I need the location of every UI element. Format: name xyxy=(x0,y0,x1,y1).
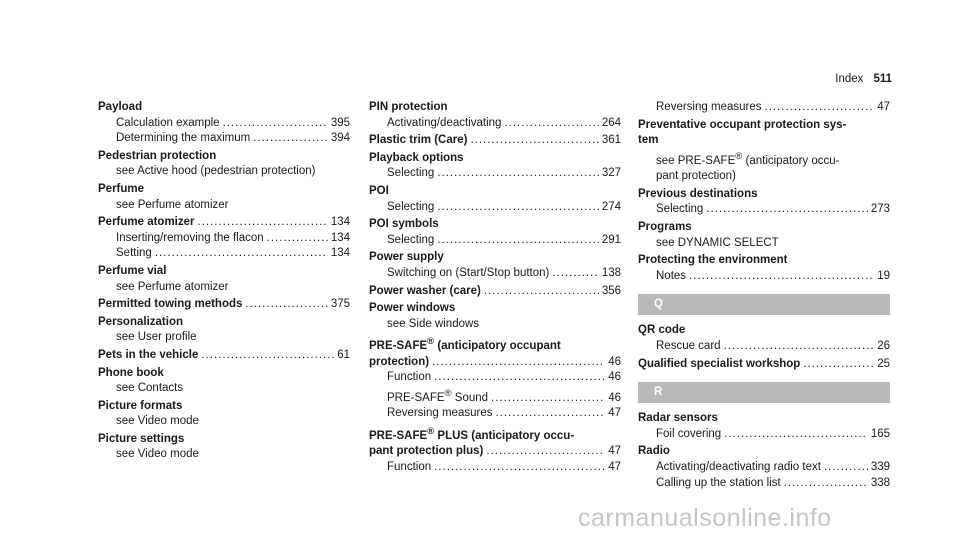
index-term-row[interactable] xyxy=(98,215,350,231)
index-subentry[interactable]: Selecting ..... 327 xyxy=(369,166,621,182)
index-term: Programs xyxy=(638,220,692,233)
index-subentry[interactable]: Foil covering ..... 165 xyxy=(638,427,890,443)
index-column-1 xyxy=(98,100,350,465)
index-term: Picture settings xyxy=(98,432,185,445)
index-entry xyxy=(638,357,890,373)
index-term-row[interactable] xyxy=(638,357,890,373)
page-ref: 394 xyxy=(330,132,350,145)
page-ref: 291 xyxy=(601,233,621,246)
index-entry xyxy=(369,184,621,215)
index-entry xyxy=(638,411,890,442)
index-entry xyxy=(98,297,350,313)
index-term: Perfume xyxy=(98,182,145,195)
index-entry xyxy=(369,424,621,476)
index-term-row[interactable] xyxy=(369,133,621,149)
see-reference[interactable]: see Perfume atomizer xyxy=(116,280,229,293)
index-entry xyxy=(638,220,890,251)
index-subentry[interactable]: Function ..... 46 xyxy=(369,370,621,386)
index-entry xyxy=(98,215,350,262)
see-reference[interactable]: see PRE-SAFE® (anticipatory occu- xyxy=(656,150,840,167)
index-term: Picture formats xyxy=(98,399,183,412)
index-term: Power windows xyxy=(369,302,456,315)
page-ref: 134 xyxy=(330,231,350,244)
index-entry xyxy=(638,444,890,491)
index-subentry[interactable]: Selecting ..... 274 xyxy=(369,200,621,216)
index-term: Qualified specialist workshop xyxy=(638,357,801,370)
index-entry xyxy=(369,284,621,300)
page-ref: 264 xyxy=(601,116,621,129)
index-term-row[interactable] xyxy=(369,444,621,460)
page-ref: 47 xyxy=(608,445,621,458)
index-entry xyxy=(98,100,350,147)
index-entry xyxy=(98,264,350,295)
page-ref: 375 xyxy=(330,298,350,311)
index-entry xyxy=(98,366,350,397)
index-entry xyxy=(369,301,621,332)
index-entry xyxy=(638,118,890,185)
see-reference[interactable]: see Video mode xyxy=(116,415,199,428)
index-term: Pedestrian protection xyxy=(98,149,217,162)
see-reference[interactable]: see Video mode xyxy=(116,448,199,461)
page-header xyxy=(835,73,892,85)
index-subentry[interactable]: Selecting ..... 291 xyxy=(369,233,621,249)
index-term-row[interactable] xyxy=(98,297,350,313)
page-ref: 46 xyxy=(608,391,621,404)
see-reference[interactable]: see Perfume atomizer xyxy=(116,198,229,211)
index-subentry[interactable]: Reversing measures ..... 47 xyxy=(638,100,890,116)
index-entry xyxy=(98,182,350,213)
index-subentry[interactable]: Activating/deactivating ..... 264 xyxy=(369,116,621,132)
page-ref: 26 xyxy=(877,339,890,352)
index-term: Perfume atomizer xyxy=(98,216,195,229)
index-subentry[interactable]: Function ..... 47 xyxy=(369,460,621,476)
index-entry xyxy=(98,399,350,430)
watermark-logo: carmanualsonline.info xyxy=(578,504,832,532)
page-ref: 165 xyxy=(870,427,890,440)
index-subentry[interactable]: Activating/deactivating radio text ..... 339 xyxy=(638,460,890,476)
index-term: QR code xyxy=(638,324,686,337)
page-ref: 138 xyxy=(601,266,621,279)
see-reference[interactable]: see User profile xyxy=(116,331,197,344)
page-number: 511 xyxy=(873,73,892,85)
page-ref: 274 xyxy=(601,200,621,213)
index-subentry[interactable]: Notes ..... 19 xyxy=(638,269,890,285)
index-term: Playback options xyxy=(369,151,464,164)
index-subentry[interactable]: Reversing measures ..... 47 xyxy=(369,406,621,422)
page-ref: 134 xyxy=(330,216,350,229)
index-entry xyxy=(638,100,890,116)
index-term: Radio xyxy=(638,445,670,458)
page-ref: 47 xyxy=(608,460,621,473)
index-term: Payload xyxy=(98,101,143,113)
index-subentry[interactable]: Setting ..... 134 xyxy=(98,246,350,262)
index-term: Phone book xyxy=(98,366,164,379)
index-column-3 xyxy=(638,100,890,493)
registered-mark: ® xyxy=(427,336,435,348)
see-reference[interactable]: see DYNAMIC SELECT xyxy=(656,236,779,249)
see-reference[interactable]: see Active hood (pedestrian protection) xyxy=(116,165,316,178)
page-ref: 134 xyxy=(330,247,350,260)
index-subentry[interactable]: Inserting/removing the flacon ..... 134 xyxy=(98,231,350,247)
index-term: protection) xyxy=(369,355,430,368)
index-term-row[interactable] xyxy=(369,284,621,300)
page-ref: 338 xyxy=(870,476,890,489)
see-reference-cont[interactable]: pant protection) xyxy=(656,170,736,183)
index-entry xyxy=(369,217,621,248)
index-subentry[interactable]: Determining the maximum ..... 394 xyxy=(98,131,350,147)
page-ref: 61 xyxy=(337,348,350,361)
page-ref: 273 xyxy=(870,203,890,216)
index-term: Radar sensors xyxy=(638,412,718,425)
see-reference[interactable]: see Contacts xyxy=(116,382,184,395)
index-term: PRE-SAFE® (anticipatory occupant xyxy=(369,336,561,353)
index-term: Plastic trim (Care) xyxy=(369,134,468,147)
index-term: Permitted towing methods xyxy=(98,298,243,311)
index-subentry[interactable]: Calculation example ..... 395 xyxy=(98,116,350,132)
page-ref: 47 xyxy=(608,407,621,420)
page-ref: 327 xyxy=(601,167,621,180)
index-term: Personalization xyxy=(98,315,183,328)
page-ref: 25 xyxy=(877,357,890,370)
index-term: Preventative occupant protection sys- xyxy=(638,118,847,131)
index-entry xyxy=(98,149,350,180)
index-term: Power supply xyxy=(369,251,444,264)
section-header-q: Q xyxy=(638,294,890,315)
page-ref: 46 xyxy=(608,371,621,384)
page-ref: 356 xyxy=(601,284,621,297)
index-entry xyxy=(369,133,621,149)
section-header-r: R xyxy=(638,382,890,403)
index-term: Perfume vial xyxy=(98,264,167,277)
index-entry xyxy=(369,334,621,422)
index-term: Protecting the environment xyxy=(638,254,788,267)
page-ref: 339 xyxy=(870,460,890,473)
index-term-row[interactable] xyxy=(369,355,621,371)
index-term: PRE-SAFE® PLUS (anticipatory occu- xyxy=(369,425,575,442)
page-ref: 47 xyxy=(877,101,890,113)
index-term: Previous destinations xyxy=(638,187,758,200)
index-column-2 xyxy=(369,100,621,478)
page-ref: 361 xyxy=(601,134,621,147)
header-title: Index xyxy=(835,73,864,85)
index-entry xyxy=(638,323,890,354)
registered-mark: ® xyxy=(427,425,435,437)
index-entry xyxy=(98,432,350,463)
index-entry xyxy=(98,315,350,346)
registered-mark: ® xyxy=(735,150,743,162)
index-term: POI xyxy=(369,184,389,197)
see-reference[interactable]: see Side windows xyxy=(387,317,480,330)
page-ref: 395 xyxy=(330,116,350,129)
index-subentry[interactable]: Calling up the station list ..... 338 xyxy=(638,476,890,492)
page-ref: 46 xyxy=(608,355,621,368)
index-term: POI symbols xyxy=(369,218,439,231)
index-subentry[interactable]: Switching on (Start/Stop button) ..... 138 xyxy=(369,266,621,282)
index-term: PIN protection xyxy=(369,101,448,113)
index-term-row[interactable] xyxy=(98,348,350,364)
index-subentry[interactable]: Rescue card ..... 26 xyxy=(638,339,890,355)
index-entry xyxy=(369,250,621,281)
index-term: tem xyxy=(638,134,659,147)
index-term: Power washer (care) xyxy=(369,284,481,297)
registered-mark: ® xyxy=(444,387,452,399)
index-subentry[interactable]: Selecting ..... 273 xyxy=(638,202,890,218)
page-ref: 19 xyxy=(877,269,890,282)
index-term: pant protection plus) xyxy=(369,445,484,458)
index-entry xyxy=(369,151,621,182)
index-subentry[interactable]: PRE-SAFE® Sound ..... 46 xyxy=(369,386,621,406)
index-entry xyxy=(369,100,621,131)
index-entry xyxy=(638,253,890,284)
index-term: Pets in the vehicle xyxy=(98,348,199,361)
index-entry xyxy=(98,348,350,364)
index-entry xyxy=(638,187,890,218)
